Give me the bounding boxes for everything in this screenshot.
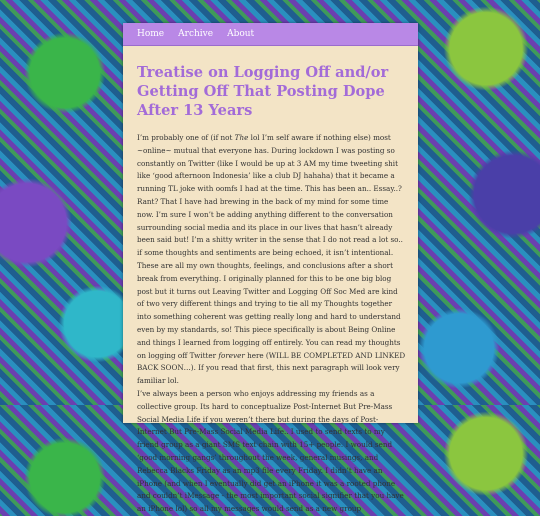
nav-archive-link[interactable]: Archive bbox=[178, 29, 214, 39]
nav-home-link[interactable]: Home bbox=[137, 29, 165, 39]
paragraph-text: here (WILL BE COMPLETED AND LINKED BACK SOON…). If you read that first, this next paragraph will look very familiar lol. bbox=[137, 350, 406, 386]
paragraph-text: I’m probably one of (if not bbox=[137, 133, 235, 142]
post-title[interactable]: Treatise on Logging Off and/or Getting Off That Posting Dope After 13 Years bbox=[137, 64, 389, 119]
emphasis-text: forever bbox=[218, 350, 245, 360]
post-paragraph: I’ve always been a person who enjoys addressing my friends as a collective group. Its hard to conceptualize Post-Internet But Pre-Mass Social Media Life if you weren’t there but during the days of Post-Internet But Pre-Mass Social Media Life.. I used to send texts to my friend group as a giant SMS text chain with 15+ people. I would send ‘good morning gangs’ throughout the week, general musings, and Rebecca Blacks Friday as an mp3 file every Friday. I didn’t have an iPhone (and when I eventually did get an iPhone it was a rooted phone and couldn’t iMessage - the most important social signifier that you have an iPhone lol) so all my messages would send as a new group bbox=[137, 388, 404, 514]
post-paragraph bbox=[137, 132, 406, 388]
emphasis-text: The bbox=[234, 133, 249, 142]
post-body bbox=[137, 132, 406, 516]
post-page bbox=[123, 23, 418, 514]
nav-about-link[interactable]: About bbox=[227, 29, 255, 39]
top-nav bbox=[123, 23, 418, 46]
paragraph-text: lol I’m self aware if nothing else) most ~online~ mutual that everyone has. During lockdown I was posting so constantly on Twitter (like I would be up at 3 AM my time tweeting shit like ‘good afternoon Indonesia’ like a club DJ hahaha) that it became a running TL joke with oomfs I had at the time. This has been an.. Essay..? Rant? That I have had brewing in the back of my mind for some time now. I’m sure I won’t be adding anything different to the conversation surrounding social media and its place in our lives that hasn’t already been said but! I’m a shitty writer in the sense that I do not read a lot so.. if some thoughts and sentiments are being echoed, it isn’t intentional. These are all my own thoughts, feelings, and conclusions after a short break from everything. I originally planned for this to be one big blog post but it turns out Leaving Twitter and Logging Off Soc Med are kind of two very different things and trying to tie all my Thoughts together into something coherent was getting really long and hard to understand even by my standards, so! This piece specifically is about Being Online and things I learned from logging off entirely. You can read my thoughts on logging off Twitter bbox=[137, 133, 403, 360]
